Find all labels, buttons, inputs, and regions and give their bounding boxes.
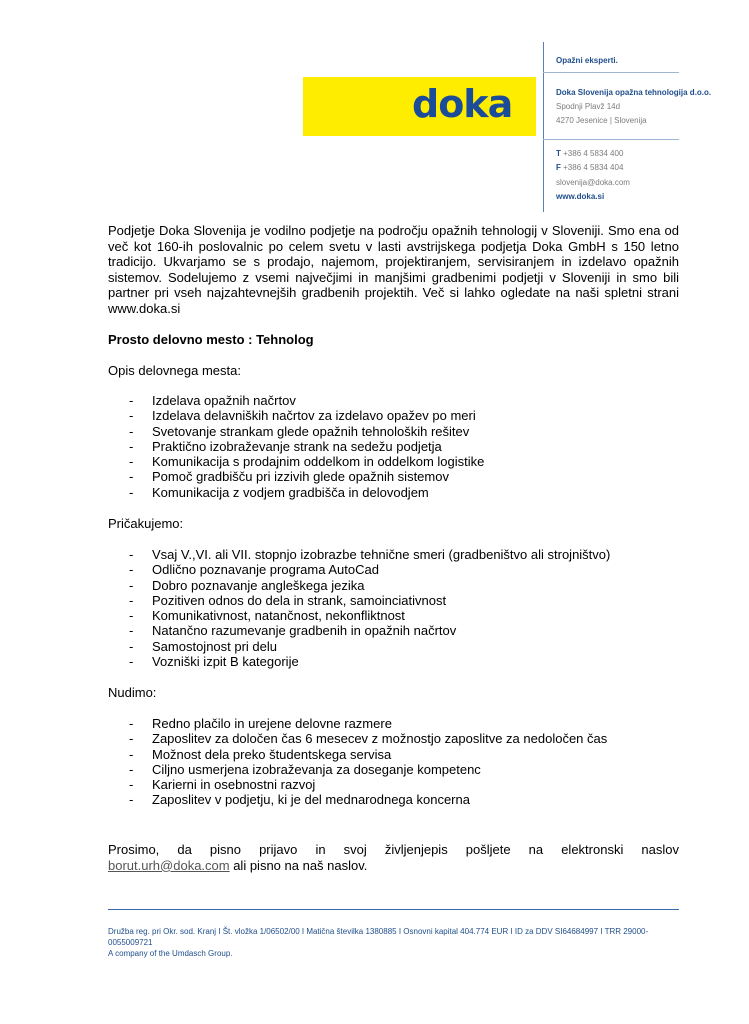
footer	[108, 926, 679, 959]
list-item: - Zaposlitev v podjetju, ki je del mednarodnega koncerna	[108, 792, 679, 807]
list-item: - Dobro poznavanje angleškega jezika	[108, 578, 679, 593]
footer-divider	[108, 909, 679, 910]
list-item: - Izdelava delavniških načrtov za izdelavo opažev po meri	[108, 408, 679, 423]
phone-number: +386 4 5834 400	[563, 149, 624, 158]
list-item: - Komunikativnost, natančnost, nekonfliktnost	[108, 608, 679, 623]
list-item: - Svetovanje strankam glede opažnih tehnoloških rešitev	[108, 424, 679, 439]
description-label: Opis delovnega mesta:	[108, 363, 241, 378]
contact-paragraph	[108, 842, 679, 873]
fax-label: F	[556, 163, 561, 172]
list-item: - Ciljno usmerjena izobraževanja za doseganje kompetenc	[108, 762, 679, 777]
list-item: - Pomoč gradbišču pri izzivih glede opažnih sistemov	[108, 469, 679, 484]
list-item: - Vozniški izpit B kategorije	[108, 654, 679, 669]
phone-line	[556, 148, 623, 159]
fax-number: +386 4 5834 404	[563, 163, 624, 172]
list-item: - Pozitiven odnos do dela in strank, samoinciativnost	[108, 593, 679, 608]
intro-paragraph: Podjetje Doka Slovenija je vodilno podjetje na področju opažnih tehnologij v Sloveniji. Smo ena od več kot 160-ih poslovalnic po celem svetu v lasti avstrijskega podjetja Doka GmbH s 150 letno tradicijo. Ukvarjamo se s prodajo, najemom, projektiranjem, servisiranjem in izdelavo opažnih sistemov. Sodelujemo z vsemi največjimi in manjšimi gradbenimi podjetji v Sloveniji in smo bili partner pri vseh najzahtevnejših gradbenih projektih. Več si lahko ogledate na naši spletni strani www.doka.si	[108, 223, 679, 316]
phone-label: T	[556, 149, 561, 158]
address-line-2: 4270 Jesenice | Slovenija	[556, 116, 647, 125]
list-item: - Možnost dela preko študentskega servisa	[108, 747, 679, 762]
list-item: - Komunikacija s prodajnim oddelkom in oddelkom logistike	[108, 454, 679, 469]
job-title: Prosto delovno mesto : Tehnolog	[108, 332, 314, 347]
company-name: Doka Slovenija opažna tehnologija d.o.o.	[556, 88, 712, 97]
footer-group: A company of the Umdasch Group.	[108, 949, 233, 958]
header-divider-vertical	[543, 42, 544, 212]
email-address[interactable]: slovenija@doka.com	[556, 178, 630, 187]
fax-line	[556, 162, 623, 173]
website-link[interactable]: www.doka.si	[556, 192, 605, 201]
offer-label: Nudimo:	[108, 685, 157, 700]
offer-list	[108, 716, 679, 808]
contact-line-2	[108, 858, 679, 874]
list-item: - Odlično poznavanje programa AutoCad	[108, 562, 679, 577]
contact-email-link[interactable]: borut.urh@doka.com	[108, 857, 230, 873]
header-divider-1	[543, 72, 679, 73]
list-item: - Praktično izobraževanje strank na sedežu podjetja	[108, 439, 679, 454]
contact-line-2-text: ali pisno na naš naslov.	[229, 857, 368, 873]
contact-line-1: Prosimo, da pisno prijavo in svoj življenjepis pošljete na elektronski naslov	[108, 842, 679, 857]
list-item: - Karierni in osebnostni razvoj	[108, 777, 679, 792]
list-item: - Redno plačilo in urejene delovne razmere	[108, 716, 679, 731]
list-item: - Komunikacija z vodjem gradbišča in delovodjem	[108, 485, 679, 500]
description-list	[108, 393, 679, 500]
list-item: - Natančno razumevanje gradbenih in opažnih načrtov	[108, 623, 679, 638]
doka-logo: doka	[412, 82, 513, 126]
footer-legal: Družba reg. pri Okr. sod. Kranj I Št. vložka 1/06502/00 I Matična številka 1380885 I Osnovni kapital 404.774 EUR I ID za DDV SI64684997 I TRR 29000-0055009721	[108, 927, 649, 947]
list-item: - Samostojnost pri delu	[108, 639, 679, 654]
expectations-list	[108, 547, 679, 669]
list-item: - Zaposlitev za določen čas 6 mesecev z možnostjo zaposlitve za nedoločen čas	[108, 731, 679, 746]
list-item: - Izdelava opažnih načrtov	[108, 393, 679, 408]
expectations-label: Pričakujemo:	[108, 516, 184, 531]
document-body	[108, 223, 679, 873]
header-divider-2	[543, 139, 679, 140]
address-line-1: Spodnji Plavž 14d	[556, 102, 621, 111]
list-item: - Vsaj V.,VI. ali VII. stopnjo izobrazbe tehnične smeri (gradbeništvo ali strojništvo)	[108, 547, 679, 562]
tagline: Opažni eksperti.	[556, 56, 618, 65]
